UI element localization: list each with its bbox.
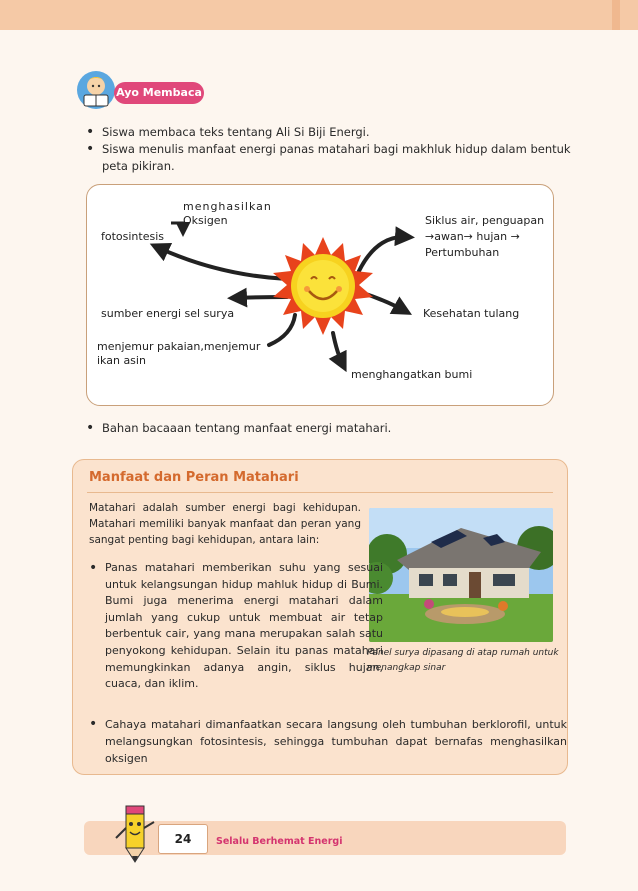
top-bullet-list [86, 124, 572, 175]
ayo-membaca-badge [74, 70, 204, 110]
info-title: Manfaat dan Peran Matahari [89, 470, 299, 485]
footer-title: Selalu Berhemat Energi [216, 836, 343, 847]
map-label-photosynthesis: fotosintesis [101, 230, 165, 243]
bullet-light: • Cahaya matahari dimanfaatkan secara langsung oleh tumbuhan berklorofil, untuk melangsungkan fotosintesis, sehingga tumbuhan dapat bernafas menghasilkan oksigen [89, 716, 567, 767]
map-label-drying-2: ikan asin [97, 354, 146, 367]
page-number: 24 [158, 824, 208, 854]
map-label-oxygen: Oksigen [183, 214, 228, 227]
map-label-bone-health: Kesehatan tulang [423, 307, 520, 320]
map-label-growth: Pertumbuhan [425, 246, 500, 259]
map-label-solar-cell: sumber energi sel surya [101, 307, 235, 320]
info-panel [72, 459, 568, 775]
photo-caption: Panel surya dipasang di atap rumah untuk menangkap sinar [367, 648, 559, 673]
info-intro: Matahari adalah sumber energi bagi kehidupan. Matahari memiliki banyak manfaat dan peran yang sangat penting bagi kehidupan, antara lain: [89, 502, 361, 546]
top-band-tab [612, 0, 620, 30]
map-label-water-cycle-1: Siklus air, penguapan [425, 214, 545, 227]
map-label-produces: menghasilkan [183, 200, 272, 213]
solar-house-photo [369, 508, 553, 642]
mind-map [86, 184, 554, 406]
badge-label: Ayo Membaca [114, 82, 204, 104]
map-label-water-cycle-2: →awan→ hujan → [425, 230, 520, 243]
reading-child-icon [74, 70, 118, 110]
pencil-mascot-icon [112, 800, 158, 866]
solar-house-image [369, 508, 553, 642]
info-divider [87, 492, 553, 493]
top-band [0, 0, 638, 30]
sun-icon [273, 237, 373, 335]
reading-bullet-list [86, 420, 572, 437]
bullet-read-text: • Siswa membaca teks tentang Ali Si Biji Energi. [86, 124, 572, 141]
bullet-mind-map: • Siswa menulis manfaat energi panas matahari bagi makhluk hidup dalam bentuk peta pikiran. [86, 141, 572, 175]
map-label-drying-1: menjemur pakaian,menjemur [97, 340, 261, 353]
bullet-reading-material: • Bahan bacaaan tentang manfaat energi matahari. [86, 420, 572, 437]
bullet-heat: • Panas matahari memberikan suhu yang sesuai untuk kelangsungan hidup mahluk hidup di Bumi. Bumi juga menerima energi matahari dalam jumlah yang cukup untuk membuat air tetap berbentuk cair, yang mana merupakan salah satu penyokong kehidupan. Selain itu panas matahari memungkinkan adanya angin, siklus hujan, cuaca, dan iklim. [89, 560, 383, 693]
map-label-warming: menghangatkan bumi [351, 368, 473, 381]
